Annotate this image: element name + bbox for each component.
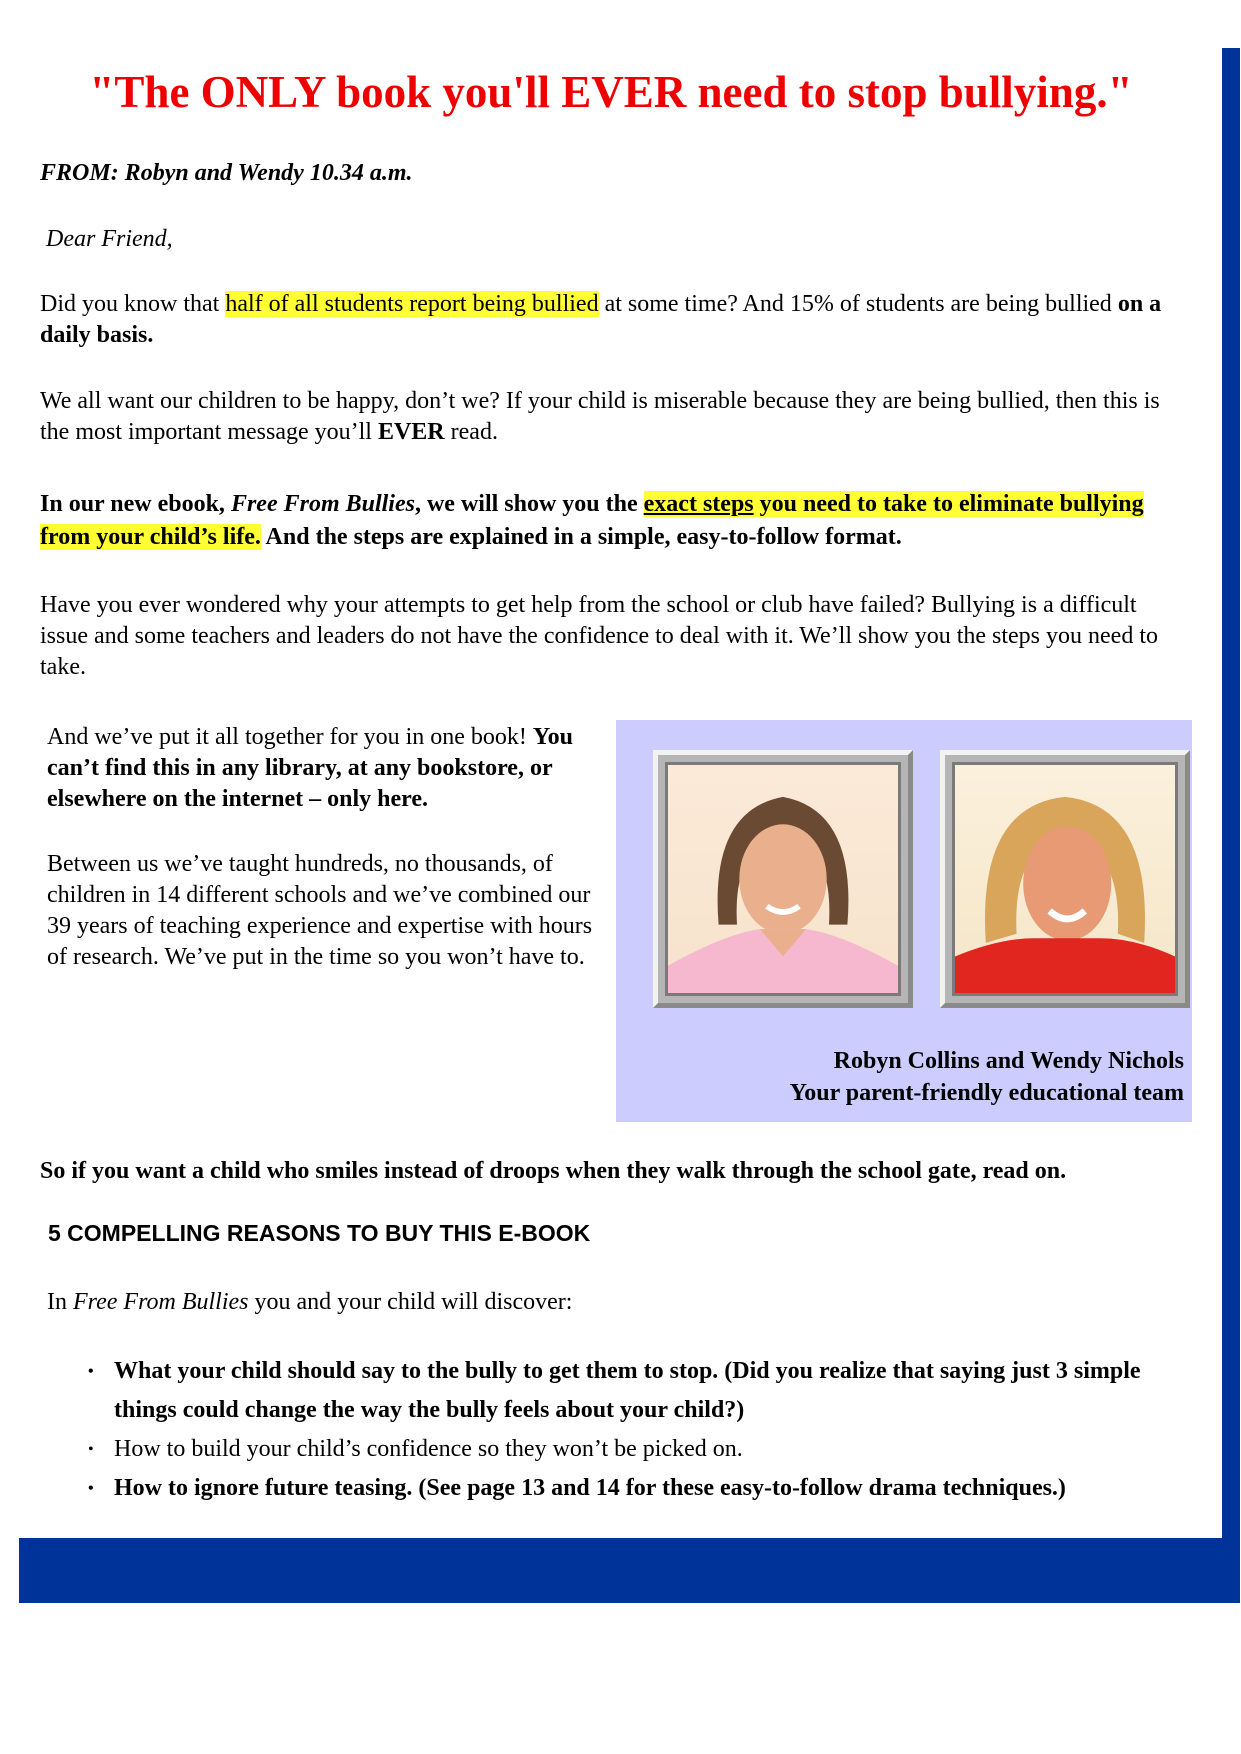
photo-frame-wendy (940, 750, 1190, 1008)
greeting: Dear Friend, (46, 226, 173, 252)
text: In our new ebook, (40, 491, 231, 517)
paragraph-attempts-failed: Have you ever wondered why your attempts to get help from the school or club have failed? Bullying is a difficult issue and some teachers and leaders do not have the confidence to deal with it. We’ll show you the steps you need to take. (40, 592, 1158, 680)
paragraph-happy-children (40, 386, 1190, 448)
from-line: FROM: Robyn and Wendy 10.34 a.m. (40, 160, 413, 186)
page-headline: "The ONLY book you'll EVER need to stop bullying." (89, 67, 1133, 117)
authors-caption (790, 1045, 1184, 1109)
list-item: • How to build your child’s confidence so they won’t be picked on. (88, 1430, 1148, 1469)
text: And the steps are explained in a simple, easy-to-follow format. (260, 524, 902, 550)
bold-text: on a daily basis. (40, 291, 1162, 348)
portrait-icon (955, 765, 1175, 993)
paragraph-one-book (47, 722, 607, 815)
bottom-border-bar (19, 1538, 1240, 1603)
paragraph-experience: Between us we’ve taught hundreds, no thousands, of children in 14 different schools and we’ve combined our 39 years of teaching experience and expertise with hours of research. We’ve put in the time so you won’t have to. (47, 851, 593, 970)
text: read. (444, 419, 498, 445)
text: In (47, 1289, 73, 1315)
highlighted-text: half of all students report being bullied (225, 291, 599, 317)
list-item: • How to ignore future teasing. (See page 13 and 14 for these easy-to-follow drama techniques.) (88, 1469, 1148, 1508)
text: , we will show you the (414, 491, 644, 517)
bold-text: EVER (377, 419, 445, 445)
text: at some time? And 15% of students are being bullied (598, 291, 1118, 317)
book-title: Free From Bullies (73, 1289, 249, 1315)
authors-panel (616, 720, 1192, 1122)
left-column-text (47, 722, 607, 1007)
text: And we’ve put it all together for you in one book! (47, 724, 533, 750)
reasons-heading: 5 COMPELLING REASONS TO BUY THIS E-BOOK (48, 1220, 591, 1246)
text: We all want our children to be happy, don’t we? If your child is miserable because they are being bullied, then this is the most important message you’ll (40, 388, 1160, 445)
reasons-list (88, 1352, 1148, 1508)
photo-frame-robyn (653, 750, 913, 1008)
discover-intro (47, 1287, 1197, 1318)
highlighted-text: you need to take to eliminate bullying from your child’s life. (40, 491, 1144, 550)
portrait-icon (668, 765, 898, 993)
bold-text: You can’t find this in any library, at any bookstore, or elsewhere on the internet – only here. (47, 724, 573, 812)
text: Did you know that (40, 291, 226, 317)
text: you and your child will discover: (248, 1289, 573, 1315)
authors-tagline: Your parent-friendly educational team (789, 1080, 1184, 1106)
paragraph-statistics (40, 289, 1190, 351)
right-border-bar (1222, 48, 1240, 1603)
list-item: • What your child should say to the bully to get them to stop. (Did you realize that saying just 3 simple things could change the way the bully feels about your child?) (88, 1352, 1148, 1430)
paragraph-ebook-intro (40, 488, 1190, 554)
book-title: Free From Bullies (230, 491, 415, 517)
authors-names: Robyn Collins and Wendy Nichols (833, 1048, 1184, 1074)
read-on-line: So if you want a child who smiles instead of droops when they walk through the school gate, read on. (40, 1158, 1067, 1184)
wendy-photo (955, 765, 1175, 993)
highlighted-underlined-text: exact steps (643, 491, 754, 517)
robyn-photo (668, 765, 898, 993)
